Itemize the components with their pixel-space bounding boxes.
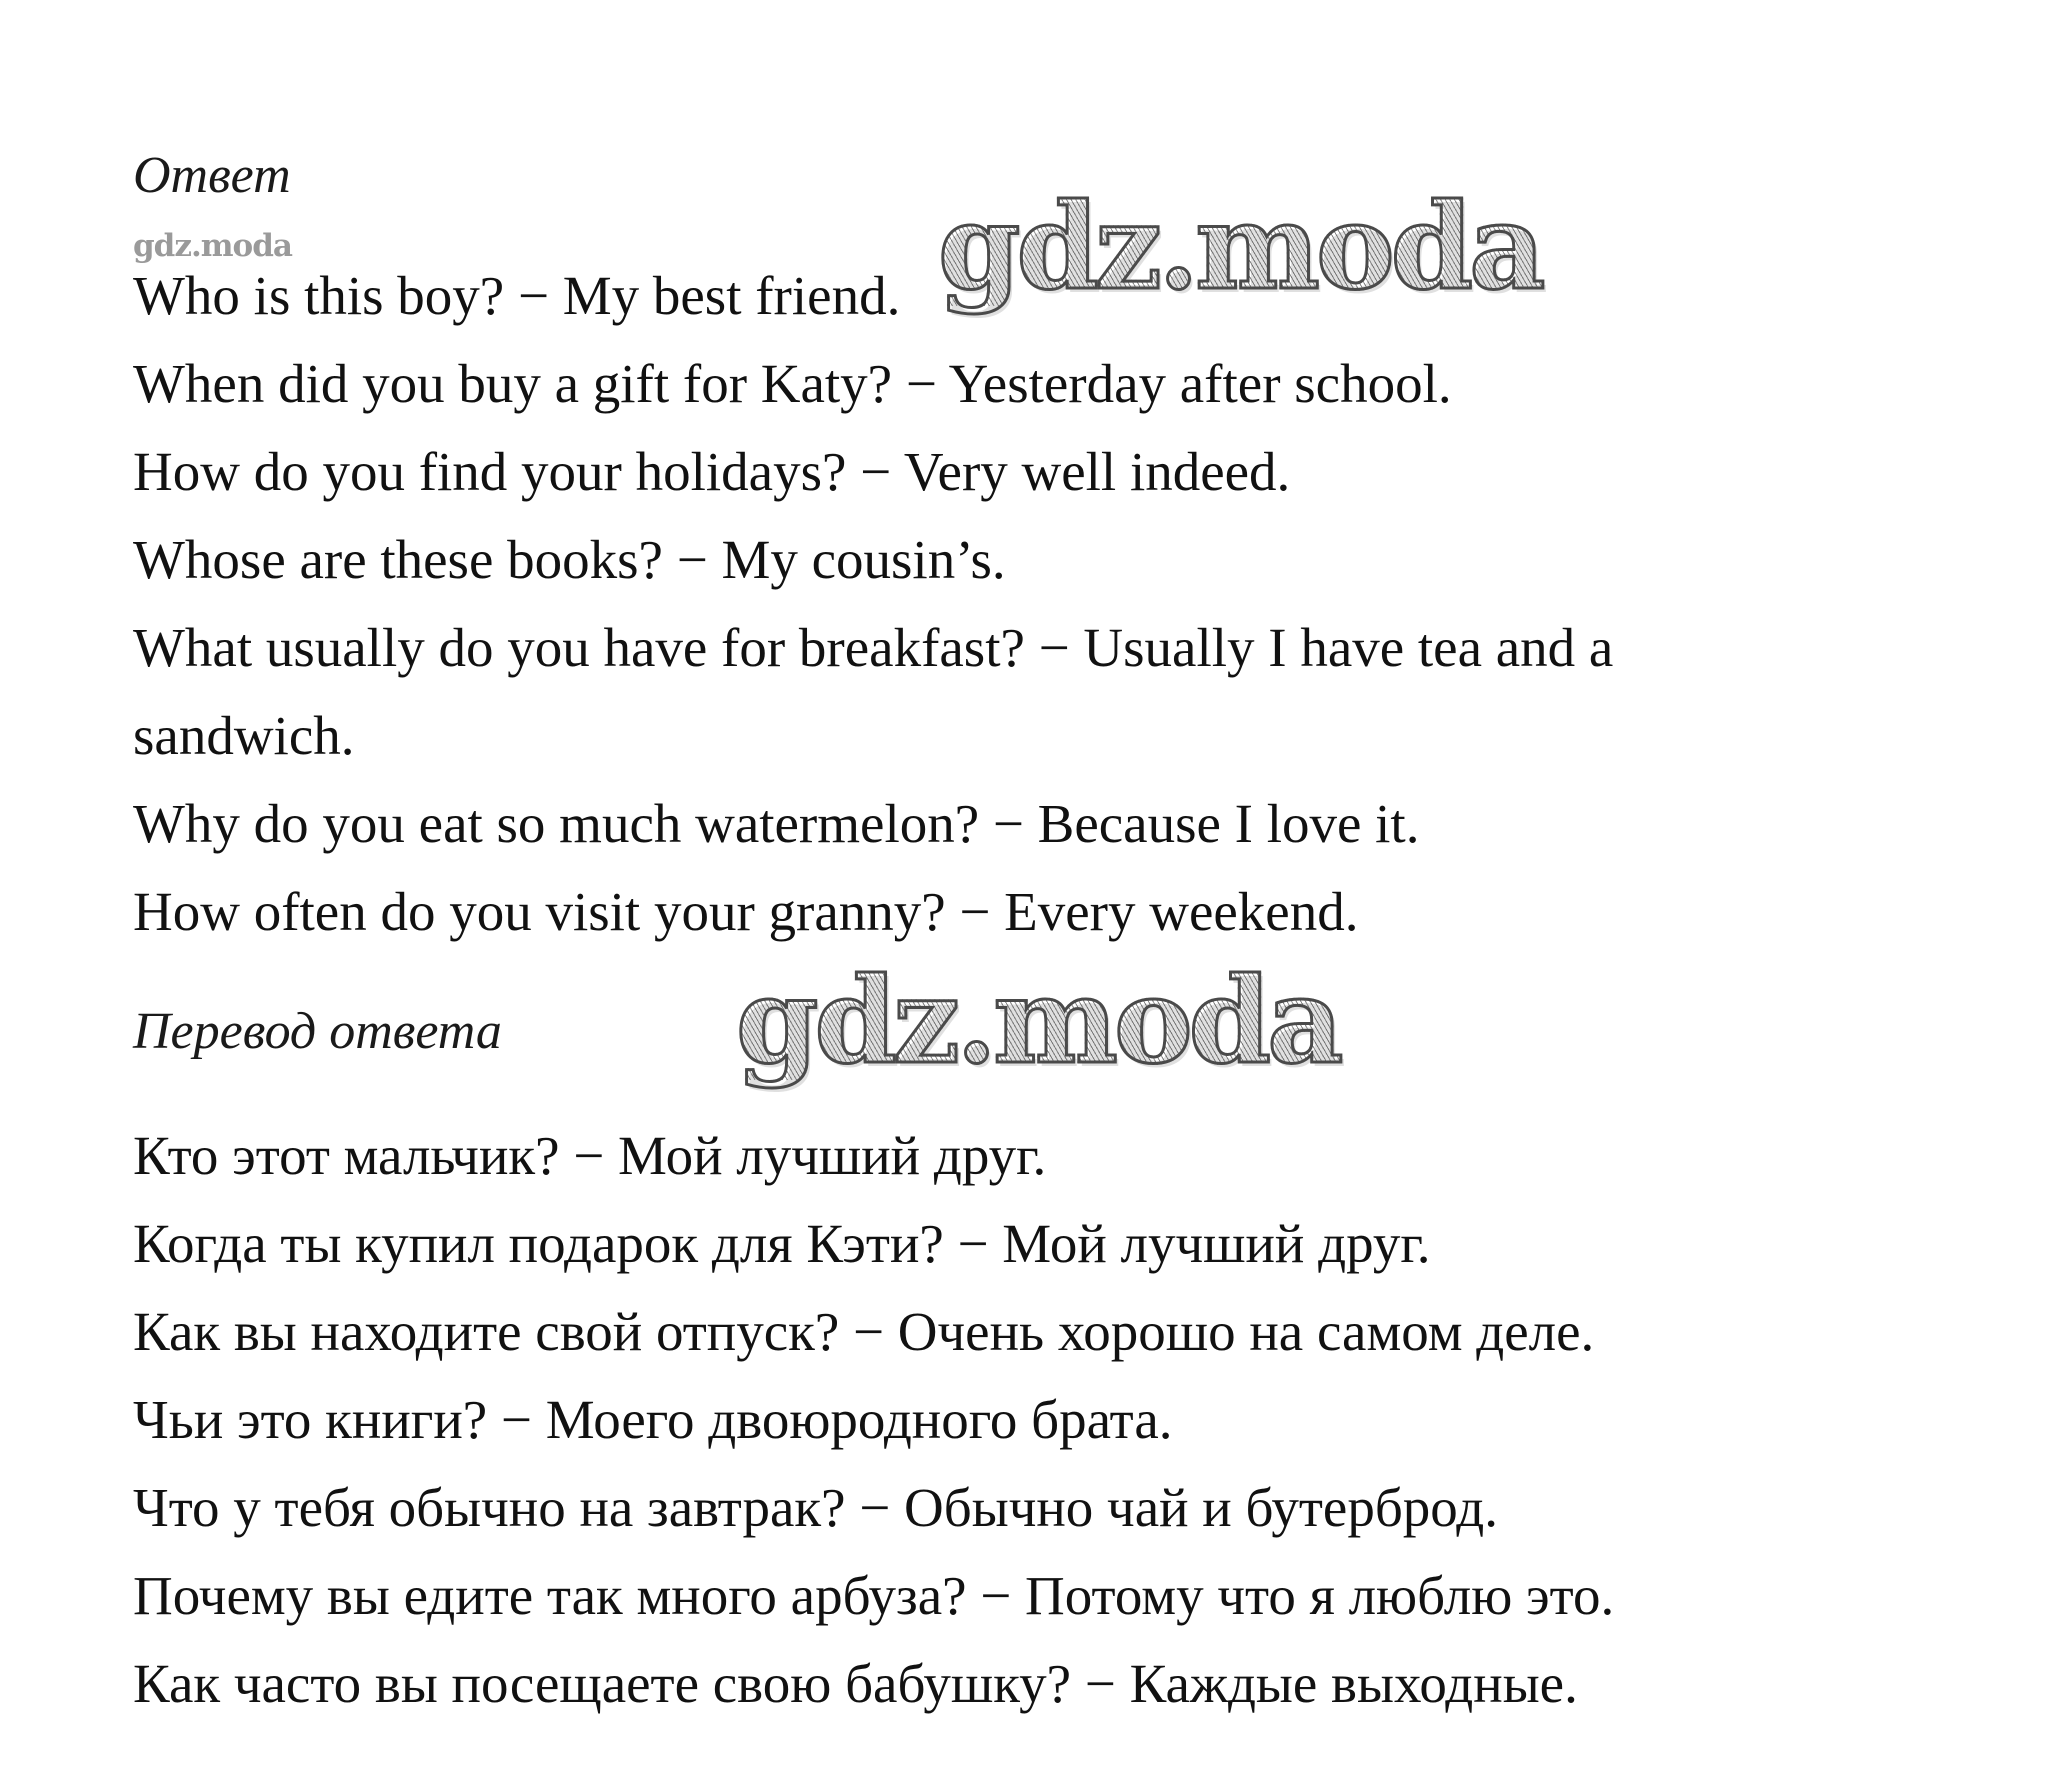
translation-line: Что у тебя обычно на завтрак? − Обычно чай и бутерброд. <box>133 1477 1498 1538</box>
answer-line: How do you find your holidays? − Very well indeed. <box>133 441 1291 502</box>
translation-line: Когда ты купил подарок для Кэти? − Мой лучший друг. <box>133 1213 1431 1274</box>
translation-line: Кто этот мальчик? − Мой лучший друг. <box>133 1125 1047 1186</box>
translation-line: Чьи это книги? − Моего двоюродного брата. <box>133 1389 1173 1450</box>
watermark-logo: gdz.moda <box>736 951 1340 1090</box>
watermark-small: gdz.moda <box>133 228 292 264</box>
translation-heading: Перевод ответа <box>133 1003 502 1060</box>
answer-line: Whose are these books? − My cousin’s. <box>133 529 1006 590</box>
answer-line: What usually do you have for breakfast? − Usually I have tea and a <box>133 617 1614 678</box>
answer-line: How often do you visit your granny? − Every weekend. <box>133 881 1359 942</box>
answer-line: Who is this boy? − My best friend. <box>133 265 901 326</box>
translation-line: Как часто вы посещаете свою бабушку? − Каждые выходные. <box>133 1653 1578 1714</box>
answer-line: When did you buy a gift for Katy? − Yesterday after school. <box>133 353 1452 414</box>
answer-line: Why do you eat so much watermelon? − Because I love it. <box>133 793 1420 854</box>
answer-line: sandwich. <box>133 705 355 766</box>
translation-line: Как вы находите свой отпуск? − Очень хорошо на самом деле. <box>133 1301 1595 1362</box>
answer-heading: Ответ <box>133 147 291 204</box>
translation-line: Почему вы едите так много арбуза? − Потому что я люблю это. <box>133 1565 1615 1626</box>
watermark-logo: gdz.moda <box>938 177 1542 316</box>
